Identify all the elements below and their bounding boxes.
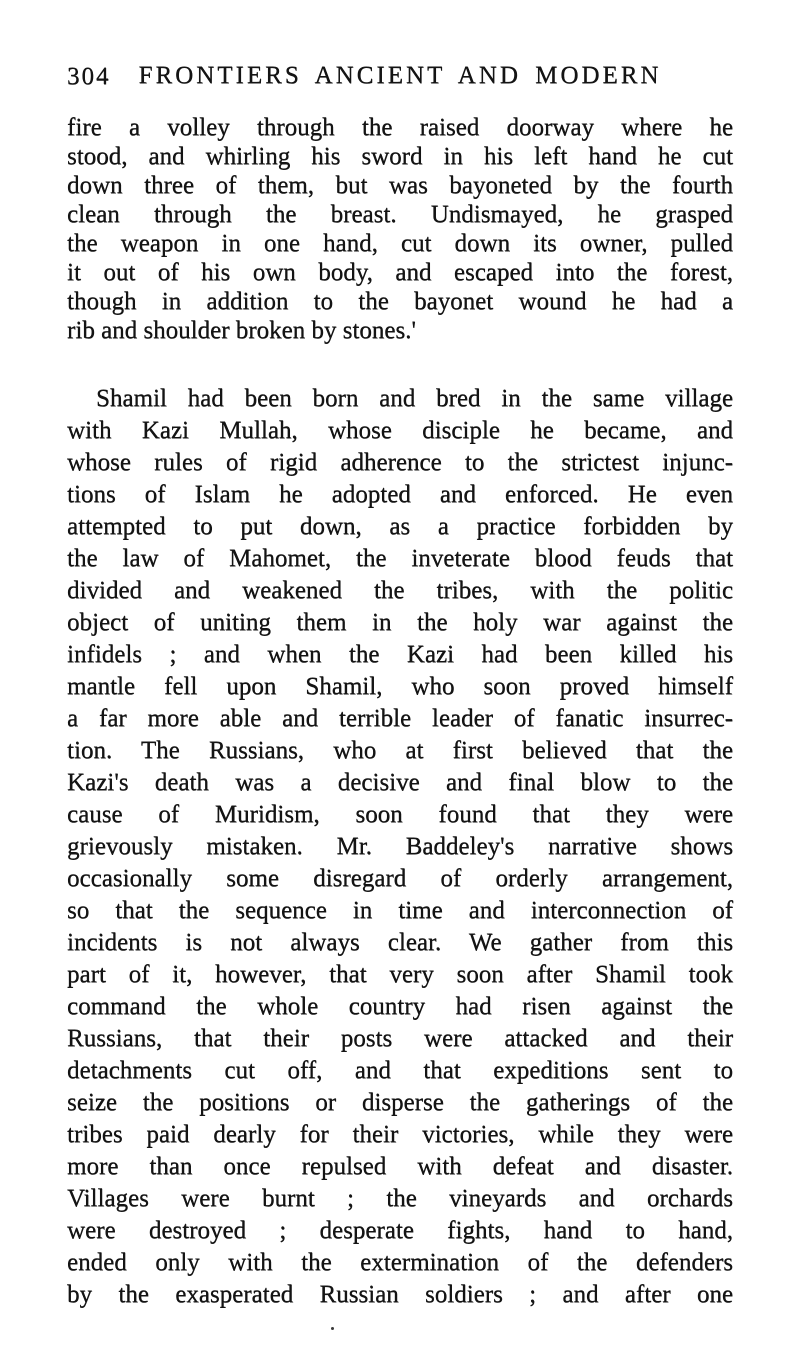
text-line: cause of Muridism, soon found that they were — [67, 801, 733, 828]
text-line: by the exasperated Russian soldiers ; and after one — [67, 1281, 733, 1308]
text-line: divided and weakened the tribes, with the politic — [67, 577, 733, 604]
running-title: FRONTIERS ANCIENT AND MODERN — [138, 62, 662, 89]
text-line: Kazi's death was a decisive and final blow to the — [67, 769, 733, 796]
text-line: tions of Islam he adopted and enforced. He even — [67, 481, 733, 508]
page-header — [67, 62, 733, 94]
text-line: down three of them, but was bayoneted by the fourth — [67, 172, 733, 199]
text-line: the law of Mahomet, the inveterate blood feuds that — [67, 545, 733, 572]
page-number: 304 — [67, 63, 111, 90]
text-block — [67, 113, 733, 1311]
text-line: it out of his own body, and escaped into the forest, — [67, 259, 733, 286]
text-line: tribes paid dearly for their victories, while they were — [67, 1121, 733, 1148]
text-line: attempted to put down, as a practice forbidden by — [67, 513, 733, 540]
text-line: clean through the breast. Undismayed, he grasped — [67, 201, 733, 228]
paragraph-shamil — [67, 383, 733, 1311]
text-line: so that the sequence in time and interconnection of — [67, 897, 733, 924]
text-line: tion. The Russians, who at first believed that the — [67, 737, 733, 764]
paragraph-continuation — [67, 113, 733, 345]
text-line: ended only with the extermination of the defenders — [67, 1249, 733, 1276]
text-line: though in addition to the bayonet wound he had a — [67, 288, 733, 315]
text-line: stood, and whirling his sword in his left hand he cut — [67, 143, 733, 170]
text-line: grievously mistaken. Mr. Baddeley's narrative shows — [67, 833, 733, 860]
text-line: the weapon in one hand, cut down its owner, pulled — [67, 230, 733, 257]
text-line: part of it, however, that very soon after Shamil took — [67, 961, 733, 988]
text-line: command the whole country had risen against the — [67, 993, 733, 1020]
text-line: object of uniting them in the holy war against the — [67, 609, 733, 636]
text-line: detachments cut off, and that expeditions sent to — [67, 1057, 733, 1084]
text-line: with Kazi Mullah, whose disciple he became, and — [67, 417, 733, 444]
text-line: incidents is not always clear. We gather from this — [67, 929, 733, 956]
text-line: a far more able and terrible leader of fanatic insurrec- — [67, 705, 733, 732]
text-line: Shamil had been born and bred in the same village — [96, 385, 733, 412]
text-line: fire a volley through the raised doorway where he — [67, 114, 733, 141]
text-line: seize the positions or disperse the gatherings of the — [67, 1089, 733, 1116]
text-line: more than once repulsed with defeat and disaster. — [67, 1153, 733, 1180]
ink-speck — [331, 1327, 334, 1330]
text-line: infidels ; and when the Kazi had been killed his — [67, 641, 733, 668]
text-line: occasionally some disregard of orderly arrangement, — [67, 865, 733, 892]
text-line: Villages were burnt ; the vineyards and orchards — [67, 1185, 733, 1212]
text-line: were destroyed ; desperate fights, hand to hand, — [67, 1217, 733, 1244]
text-line: rib and shoulder broken by stones.' — [67, 317, 416, 344]
text-line: Russians, that their posts were attacked and their — [67, 1025, 733, 1052]
text-line: mantle fell upon Shamil, who soon proved himself — [67, 673, 733, 700]
text-line: whose rules of rigid adherence to the strictest injunc- — [67, 449, 733, 476]
